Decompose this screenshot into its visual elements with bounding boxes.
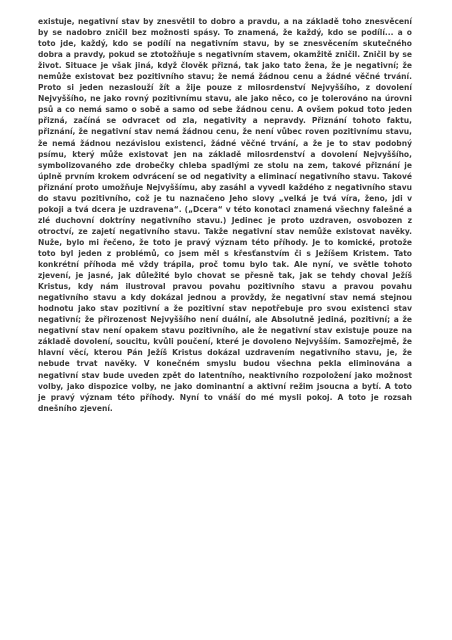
body-paragraph: existuje, negativní stav by znesvětil to dobro a pravdu, a na základě toho znesvěcení by se nadobro zničil bez možnosti spásy. To znamená, že každý, kdo se podílí... a o toto jde, každý, kdo se podílí na negativním stavu, by se znesvěcením skutečného dobra a pravdy, pokud se ztotožňuje s negativním stavem, okamžitě zničil. Zničil by se život. Situace je však jiná, když člověk přizná, tak jako tato žena, že je negativní; že nemůže existovat bez pozitivního stavu; že nemá žádnou cenu a žádné věčné trvání. Proto si jeden nezaslouží žít a žije pouze z milosrdenství Nejvyššího, z dovolení Nejvyššího, ne jako rovný pozitivnímu stavu, ale jako něco, co je tolerováno na úrovni psů a co nemá samo o sobě a samo od sebe žádnou cenu. A ovšem pokud toto jeden přizná, začíná se odvracet od zla, negativity a nepravdy. Přiznání tohoto faktu, přiznání, že negativní stav nemá žádnou cenu, že není vůbec roven pozitivnímu stavu, že nemá žádnou nezávislou existenci, žádné věčné trvání, a že je to stav podobný psímu, který může existovat jen na základě milosrdenství a dovolení Nejvyššího, symbolizovaného zde drobečky chleba spadlými ze stolu na zem, takové přiznání je úplně prvním krokem odvrácení se od negativity a eliminací negativního stavu. Takové přiznání proto umožňuje Nejvyššímu, aby zasáhl a vyvedl každého z negativního stavu do stavu pozitivního, což je tu naznačeno Jeho slovy „velká je tvá víra, ženo, jdi v pokoji a tvá dcera je uzdravena“. („Dcera“ v této konotaci znamená všechny falešné a zlé duchovní doktríny negativního stavu.) Jedinec je proto uzdraven, osvobozen z otroctví, ze zajetí negativního stavu. Takže negativní stav nemůže existovat navěky. Nuže, bylo mi řečeno, že toto je pravý význam této příhody. Je to komické, protože toto byl jeden z problémů, co jsem měl s křesťanstvím či s Ježíšem Kristem. Tato konkrétní příhoda mě vždy trápila, proč tomu bylo tak. Ale nyní, ve světle tohoto zjevení, je jasné, jak důležité bylo chovat se přesně tak, jak se tehdy choval Ježíš Kristus, kdy nám ilustroval pravou povahu pozitivního stavu a pravou povahu negativního stavu a kdy dokázal jednou a provždy, že negativní stav nemá stejnou hodnotu jako stav pozitivní a že pozitivní stav nepotřebuje pro svou existenci stav negativní; že přirozenost Nejvyššího není duální, ale Absolutně jediná, pozitivní; a že negativní stav není opakem stavu pozitivního, ale že negativní stav existuje pouze na základě dovolení, soucitu, kvůli poučení, které je dovoleno Nejvyšším. Samozřejmě, že hlavní věcí, kterou Pán Ježíš Kristus dokázal uzdravením negativního stavu, je, že nebude trvat navěky. V konečném smyslu budou všechna pekla eliminována a negativní stav bude uveden zpět do latentního, neaktivního rozpoložení jako možnost volby, jako dispozice volby, ne jako dominantní a aktivní režim jsoucna a bytí. A toto je pravý význam této příhody. Nyní to vnáší do mé mysli pokoj. A toto je rozsah dnešního zjevení.	[38, 17, 412, 413]
document-body	[38, 16, 412, 414]
